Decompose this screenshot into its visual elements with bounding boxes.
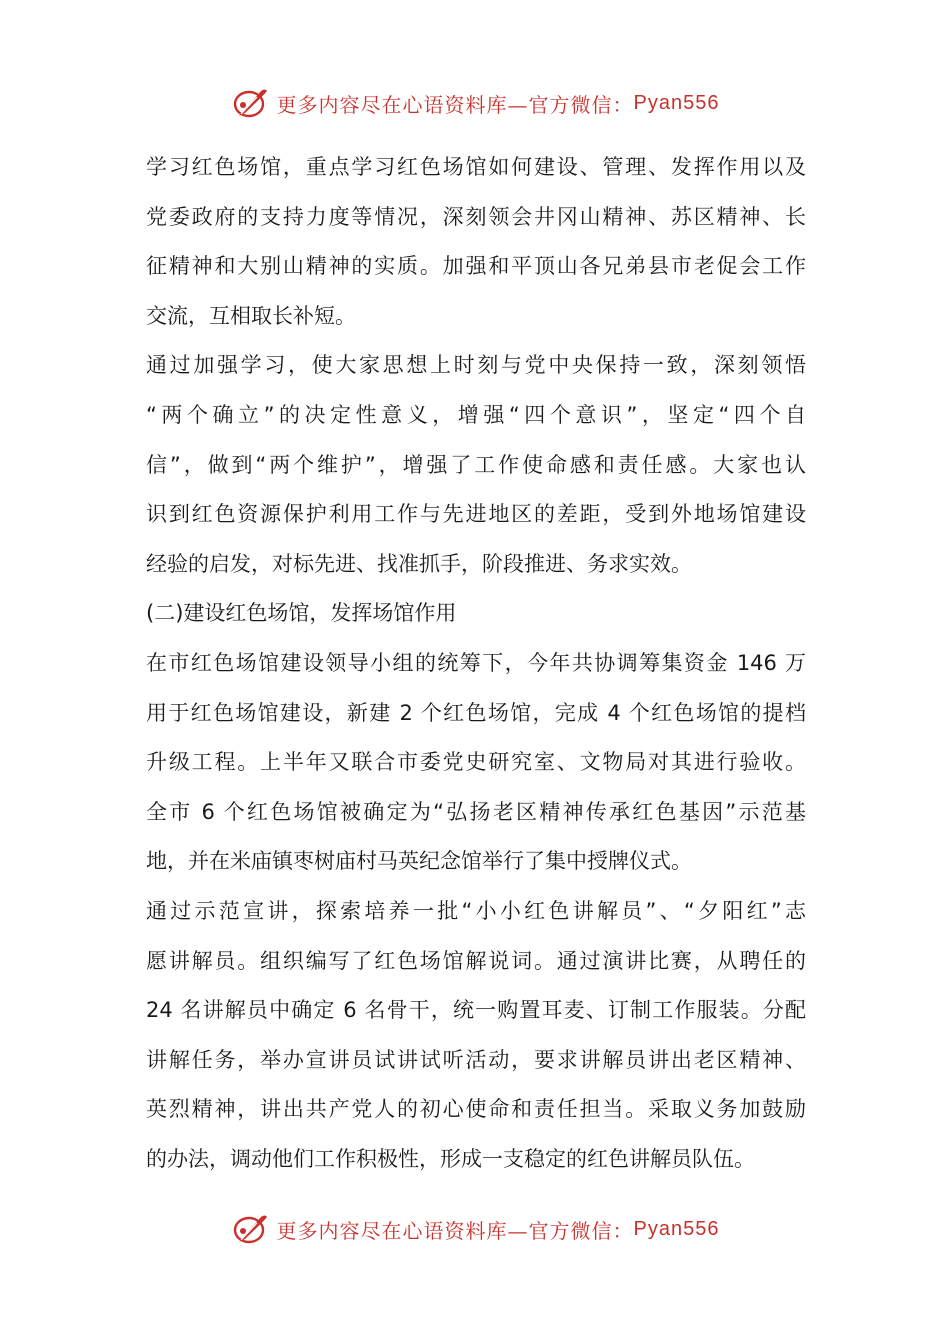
text-line: 通过加强学习，使大家思想上时刻与党中央保持一致，深刻领悟 (146, 353, 806, 378)
text-line: 经验的启发，对标先进、找准抓手，阶段推进、务求实效。 (146, 551, 692, 576)
paragraph-venue-construction (146, 639, 806, 887)
banner-wechat-handle: Pyan556 (633, 1217, 720, 1240)
footer-banner (0, 1204, 950, 1254)
text-line: 信”，做到“两个维护”，增强了工作使命感和责任感。大家也认 (146, 452, 806, 477)
text-line: 全市 6 个红色场馆被确定为“弘扬老区精神传承红色基因”示范基 (146, 799, 806, 824)
text-line: 讲解任务，举办宣讲员试讲试听活动，要求讲解员讲出老区精神、 (146, 1047, 806, 1072)
paragraph-strengthen-learning (146, 341, 806, 589)
quill-pen-logo-icon (231, 1209, 271, 1249)
text-line: 学习红色场馆，重点学习红色场馆如何建设、管理、发挥作用以及 (146, 155, 806, 179)
document-body (146, 143, 806, 1184)
text-line: 党委政府的支持力度等情况，深刻领会井冈山精神、苏区精神、长 (146, 204, 806, 229)
text-line: 识到红色资源保护利用工作与先进地区的差距，受到外地场馆建设 (146, 502, 806, 527)
text-line: 在市红色场馆建设领导小组的统筹下，今年共协调筹集资金 146 万 (146, 650, 806, 675)
quill-pen-logo-icon (231, 83, 271, 123)
banner-text: 更多内容尽在心语资料库—官方微信： (276, 92, 634, 117)
text-line: 的办法，调动他们工作积极性，形成一支稳定的红色讲解员队伍。 (146, 1146, 755, 1171)
text-line: 交流，互相取长补短。 (146, 303, 356, 328)
section-heading-build-venues (146, 589, 806, 639)
paragraph-docent-training (146, 887, 806, 1185)
paragraph-study-red-venues (146, 143, 806, 341)
text-line: 通过示范宣讲，探索培养一批“小小红色讲解员”、“夕阳红”志 (146, 898, 806, 923)
text-line: 用于红色场馆建设，新建 2 个红色场馆，完成 4 个红色场馆的提档 (146, 700, 806, 725)
text-line: (二)建设红色场馆，发挥场馆作用 (146, 601, 457, 626)
banner-wechat-handle: Pyan556 (633, 91, 720, 114)
text-line: 24 名讲解员中确定 6 名骨干，统一购置耳麦、订制工作服装。分配 (146, 998, 806, 1023)
text-line: “两个确立”的决定性意义，增强“四个意识”，坚定“四个自 (146, 402, 806, 427)
text-line: 地，并在米庙镇枣树庙村马英纪念馆举行了集中授牌仪式。 (146, 849, 692, 874)
text-line: 英烈精神，讲出共产党人的初心使命和责任担当。采取义务加鼓励 (146, 1097, 806, 1122)
text-line: 愿讲解员。组织编写了红色场馆解说词。通过演讲比赛，从聘任的 (146, 948, 806, 973)
banner-text: 更多内容尽在心语资料库—官方微信： (276, 1218, 634, 1243)
text-line: 升级工程。上半年又联合市委党史研究室、文物局对其进行验收。 (146, 750, 806, 775)
header-banner (0, 78, 950, 128)
text-line: 征精神和大别山精神的实质。加强和平顶山各兄弟县市老促会工作 (146, 254, 806, 279)
